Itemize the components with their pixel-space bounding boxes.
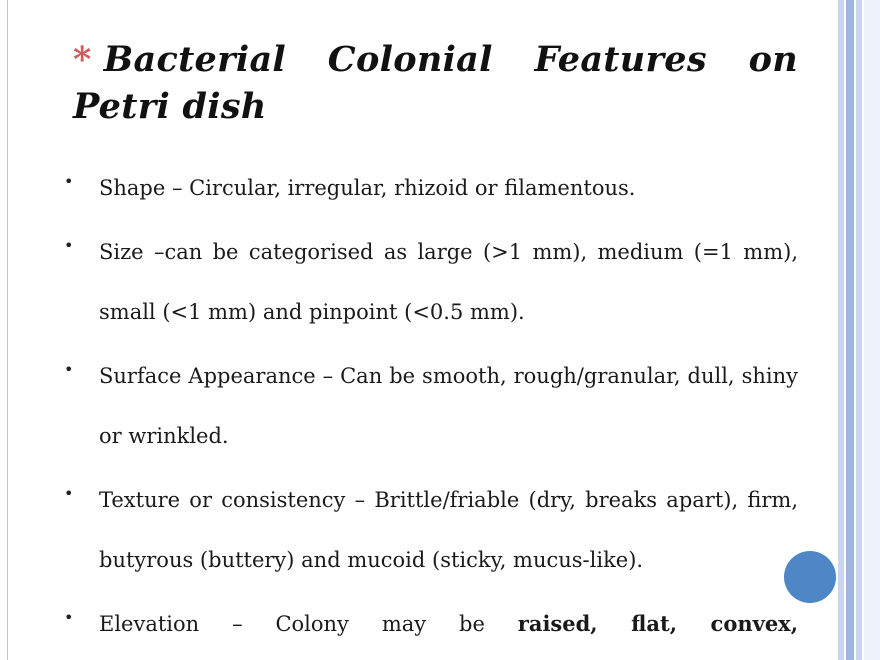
bullet-item-texture — [62, 470, 798, 590]
bullet-icon: • — [64, 484, 74, 503]
slide-right-border-stripe — [846, 0, 854, 660]
blue-circle-decoration — [784, 551, 836, 603]
slide-left-border — [7, 0, 8, 660]
title-star-icon: * — [73, 39, 92, 80]
bullet-item-size — [62, 222, 798, 342]
bullet-icon: • — [64, 360, 74, 379]
bullet-text: Shape – Circular, irregular, rhizoid or filamentous. — [99, 176, 636, 200]
bullet-text-bold: raised, flat, convex, — [517, 611, 799, 636]
bullet-item-shape — [62, 158, 798, 218]
bullet-text — [99, 594, 798, 654]
bullet-item-elevation — [62, 594, 798, 654]
slide-right-border-stripe — [856, 0, 862, 660]
slide-title — [73, 36, 798, 130]
slide-right-border-stripe — [838, 0, 844, 660]
bullet-text: Texture or consistency – Brittle/friable (dry, breaks apart), firm, butyrous (buttery) and mucoid (sticky, mucus-like). — [99, 488, 798, 572]
bullet-text-plain: Elevation – Colony may be — [99, 612, 518, 636]
bullet-text: Size –can be categorised as large (>1 mm), medium (=1 mm), small (<1 mm) and pinpoint (<0.5 mm). — [99, 240, 798, 324]
bullet-icon: • — [64, 236, 74, 255]
slide-right-border-stripe — [864, 0, 880, 660]
bullet-icon: • — [64, 608, 74, 627]
bullet-list — [62, 158, 798, 658]
bullet-icon: • — [64, 172, 74, 191]
bullet-text: Surface Appearance – Can be smooth, rough/granular, dull, shiny or wrinkled. — [99, 364, 798, 448]
bullet-item-surface — [62, 346, 798, 466]
slide-title-text: Bacterial Colonial Features on Petri dish — [73, 39, 798, 127]
